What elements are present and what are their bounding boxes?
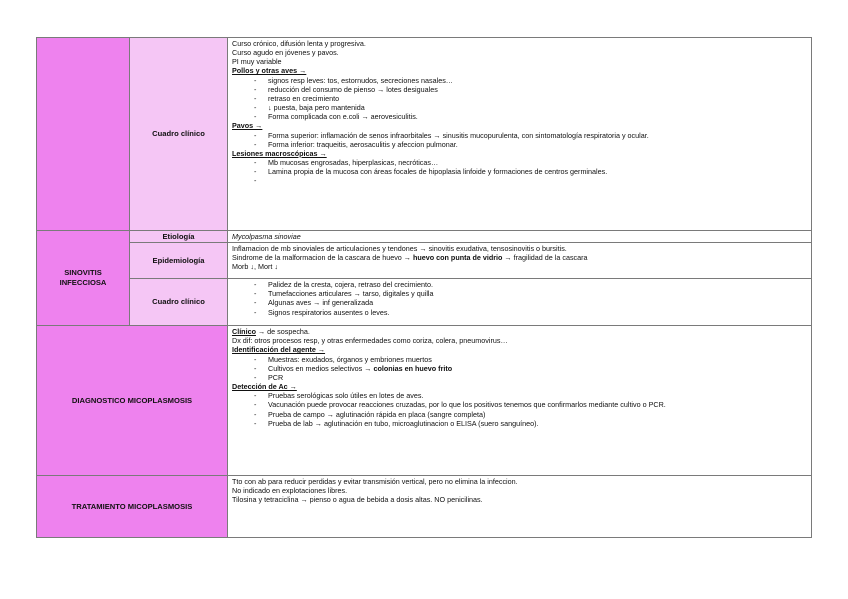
text-line: Curso agudo en jóvenes y pavos. [232, 48, 339, 58]
text-line: Clínico → de sospecha. [232, 327, 310, 337]
etiologia-value: Mycolpasma sinoviae [232, 232, 301, 241]
heading-deteccion: Detección de Ac → [232, 382, 297, 392]
bullet-item: - Signos respiratorios ausentes o leves. [232, 308, 808, 317]
heading-lesiones: Lesiones macroscópicas → [232, 148, 327, 158]
heading-identificacion: Identificación del agente → [232, 345, 326, 355]
cuadro-clinico-content [228, 38, 812, 231]
heading-pollos: Pollos y otras aves → [232, 66, 307, 76]
subsection-label: Cuadro clínico [130, 38, 228, 231]
bullet-item: - reducción del consumo de pienso → lotes desiguales [232, 85, 808, 94]
bullet-item: - Forma inferior: traqueitis, aerosaculitis y afeccion pulmonar. [232, 140, 808, 149]
bullet-item: - Lamina propia de la mucosa con áreas focales de hipoplasia linfoide y formaciones de centros germinales. [232, 167, 808, 176]
heading-pavos: Pavos → [232, 121, 263, 131]
bullet-item: - Palidez de la cresta, cojera, retraso del crecimiento. [232, 280, 808, 289]
text-line: Curso crónico, difusión lenta y progresiva. [232, 39, 366, 48]
cuadro-clinico-label: Cuadro clínico [130, 279, 228, 326]
text-line: Tilosina y tetraciclina → pienso o agua de bebida a dosis altas. NO penicilinas. [232, 495, 483, 505]
mycoplasma-table [36, 37, 812, 538]
text-line: Morb ↓, Mort ↓ [232, 262, 278, 272]
diagnostico-title: DIAGNOSTICO MICOPLASMOSIS [37, 326, 228, 476]
bullet-item: - signos resp leves: tos, estornudos, secreciones nasales… [232, 76, 808, 85]
bullet-item: - ↓ puesta, baja pero mantenida [232, 103, 808, 112]
bullet-item-empty [232, 176, 808, 185]
bullet-item: - Prueba de campo → aglutinación rápida en placa (sangre completa) [232, 410, 808, 419]
bullet-item: - Forma superior: inflamación de senos infraorbitales → sinusitis mucopurulenta, con sintomatología respiratoria y ocular. [232, 131, 808, 140]
bullet-item: - Algunas aves → inf generalizada [232, 298, 808, 307]
etiologia-label: Etiología [130, 231, 228, 243]
bullet-item: - Prueba de lab → aglutinación en tubo, microaglutinacion o ELISA (suero sanguíneo). [232, 419, 808, 428]
tratamiento-content [228, 476, 812, 538]
bullet-item: - Mb mucosas engrosadas, hiperplasicas, necróticas… [232, 158, 808, 167]
tratamiento-title: TRATAMIENTO MICOPLASMOSIS [37, 476, 228, 538]
etiologia-content [228, 231, 812, 243]
text-line: Dx dif: otros procesos resp, y otras enfermedades como coriza, colera, pneumovirus… [232, 336, 508, 346]
bullet-item: - Vacunación puede provocar reacciones cruzadas, por lo que los positivos tenemos que confirmarlos mediante cultivo o PCR. [232, 400, 808, 409]
text-line: Sindrome de la malformacion de la cascara de huevo → huevo con punta de vidrio → fragilidad de la cascara [232, 253, 588, 263]
diagnostico-content [228, 326, 812, 476]
text-line: No indicado en explotaciones libres. [232, 486, 348, 496]
bullet-item: - Tumefacciones articulares → tarso, digitales y quilla [232, 289, 808, 298]
bullet-item: - PCR [232, 373, 808, 382]
bullet-item: - Pruebas serológicas solo útiles en lotes de aves. [232, 391, 808, 400]
sinovitis-cuadro-content [228, 279, 812, 326]
text-line: Tto con ab para reducir perdidas y evitar transmisión vertical, pero no elimina la infeccion. [232, 477, 518, 487]
text-line: Inflamacion de mb sinoviales de articulaciones y tendones → sinovitis exudativa, tensosinovitis o bursitis. [232, 244, 567, 254]
epidemiologia-content [228, 243, 812, 279]
text-line: PI muy variable [232, 57, 282, 67]
epidemiologia-label: Epidemiología [130, 243, 228, 279]
bullet-item: - Forma complicada con e.coli → aerovesiculitis. [232, 112, 808, 121]
bullet-item: - Cultivos en medios selectivos → colonias en huevo frito [232, 364, 808, 373]
bullet-item: - Muestras: exudados, órganos y embriones muertos [232, 355, 808, 364]
bullet-item: - retraso en crecimiento [232, 94, 808, 103]
sinovitis-title: SINOVITIS INFECCIOSA [37, 231, 130, 326]
section-cell-empty [37, 38, 130, 231]
